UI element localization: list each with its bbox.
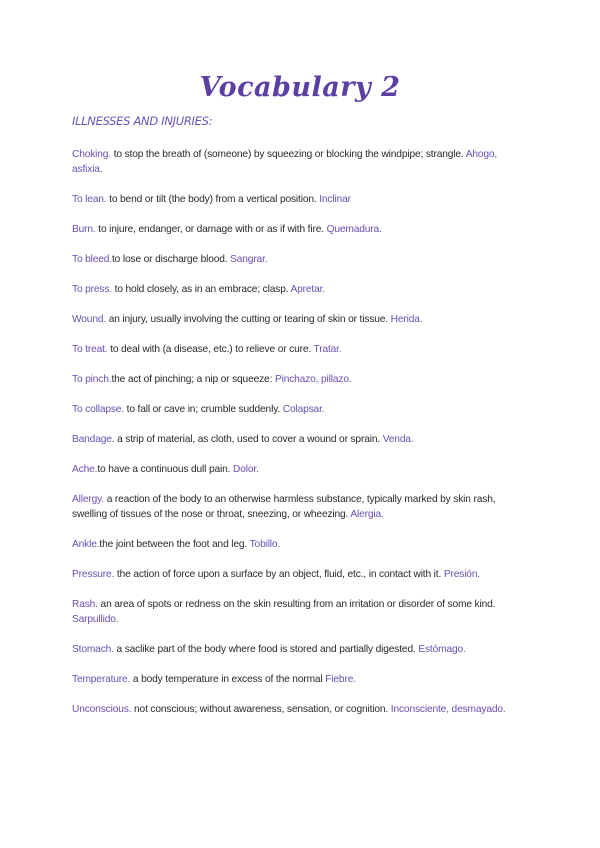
vocab-definition: a body temperature in excess of the normal — [130, 674, 326, 685]
vocab-entry-bandage — [72, 432, 528, 447]
vocab-entry-to-treat — [72, 342, 528, 357]
vocab-definition: to deal with (a disease, etc.) to relieve or cure. — [107, 344, 314, 355]
vocab-definition: not conscious; without awareness, sensation, or cognition. — [131, 704, 391, 715]
vocab-term: Choking. — [72, 149, 112, 160]
vocab-term: Ache. — [72, 464, 98, 475]
vocab-term: Ankle. — [72, 539, 100, 550]
vocab-term: To bleed. — [72, 254, 112, 265]
vocab-entry-to-collapse — [72, 402, 528, 417]
vocab-translation: Alergia. — [350, 509, 384, 520]
vocab-translation: Inclinar — [319, 194, 351, 205]
vocabulary-list — [72, 147, 528, 732]
vocab-term: To collapse. — [72, 404, 124, 415]
vocab-definition: to lose or discharge blood. — [112, 254, 231, 265]
vocab-term: Wound. — [72, 314, 107, 325]
vocab-term: Rash. — [72, 599, 98, 610]
vocab-translation: Quemadura. — [326, 224, 382, 235]
vocab-translation: Sarpullido. — [72, 614, 119, 625]
vocab-definition: to have a continuous dull pain. — [97, 464, 233, 475]
vocab-definition: the action of force upon a surface by an object, fluid, etc., in contact with it. — [114, 569, 444, 580]
page-title: Vocabulary 2 — [199, 72, 401, 103]
vocab-entry-to-lean — [72, 192, 528, 207]
vocab-translation: Pinchazo, pillazo. — [274, 374, 352, 385]
vocab-entry-unconscious — [72, 702, 528, 717]
vocab-term: Unconscious. — [72, 704, 132, 715]
vocab-entry-choking — [72, 147, 528, 177]
vocab-definition: to bend or tilt (the body) from a vertical position. — [106, 194, 320, 205]
vocab-term: To pinch. — [72, 374, 112, 385]
vocab-definition: the joint between the foot and leg. — [99, 539, 250, 550]
vocab-term: Temperature. — [72, 674, 131, 685]
vocab-translation: Dolor. — [232, 464, 259, 475]
vocab-entry-allergy — [72, 492, 528, 522]
vocab-entry-ankle — [72, 537, 528, 552]
vocab-translation: Fiebre. — [325, 674, 356, 685]
vocab-term: To press. — [72, 284, 112, 295]
vocab-translation: Presión. — [443, 569, 481, 580]
vocab-entry-to-pinch — [72, 372, 528, 387]
vocab-definition: a saclike part of the body where food is stored and partially digested. — [113, 644, 419, 655]
vocab-definition: to hold closely, as in an embrace; clasp. — [111, 284, 291, 295]
vocab-definition: an area of spots or redness on the skin resulting from an irritation or disorder of some kind. — [97, 599, 496, 610]
vocab-entry-to-press — [72, 282, 528, 297]
vocab-translation: Colapsar. — [282, 404, 325, 415]
vocab-term: Allergy. — [72, 494, 105, 505]
vocab-translation: Venda. — [382, 434, 414, 445]
vocab-translation: Inconsciente, desmayado. — [390, 704, 506, 715]
vocab-definition: to injure, endanger, or damage with or as if with fire. — [95, 224, 327, 235]
vocab-translation: Estómago. — [418, 644, 466, 655]
vocab-entry-wound — [72, 312, 528, 327]
vocab-entry-pressure — [72, 567, 528, 582]
vocab-entry-stomach — [72, 642, 528, 657]
vocab-entry-ache — [72, 462, 528, 477]
vocab-definition: to stop the breath of (someone) by squeezing or blocking the windpipe; strangle. — [111, 149, 466, 160]
vocab-entry-burn — [72, 222, 528, 237]
vocab-term: Pressure. — [72, 569, 115, 580]
vocab-definition: an injury, usually involving the cutting or tearing of skin or tissue. — [106, 314, 391, 325]
vocab-translation: Ahogo, asfixia. — [72, 149, 498, 175]
vocab-term: Burn. — [72, 224, 96, 235]
vocab-translation: Herida. — [390, 314, 423, 325]
section-heading: ILLNESSES AND INJURIES: — [72, 114, 213, 128]
vocab-entry-rash — [72, 597, 528, 627]
vocab-entry-to-bleed — [72, 252, 528, 267]
vocab-translation: Tobillo. — [249, 539, 281, 550]
vocab-term: To treat. — [72, 344, 108, 355]
vocab-translation: Tratar. — [313, 344, 342, 355]
vocab-definition: the act of pinching; a nip or squeeze: — [111, 374, 275, 385]
vocab-term: To lean. — [72, 194, 107, 205]
vocab-definition: a strip of material, as cloth, used to cover a wound or sprain. — [114, 434, 383, 445]
vocab-entry-temperature — [72, 672, 528, 687]
vocab-definition: to fall or cave in; crumble suddenly. — [124, 404, 283, 415]
vocab-definition: a reaction of the body to an otherwise harmless substance, typically marked by skin rash, swelling of tissues of the nose or throat, sneezing, or wheezing. — [72, 494, 496, 520]
vocab-term: Bandage. — [72, 434, 115, 445]
vocab-translation: Apretar. — [290, 284, 325, 295]
vocab-translation: Sangrar. — [230, 254, 268, 265]
vocab-term: Stomach. — [72, 644, 114, 655]
